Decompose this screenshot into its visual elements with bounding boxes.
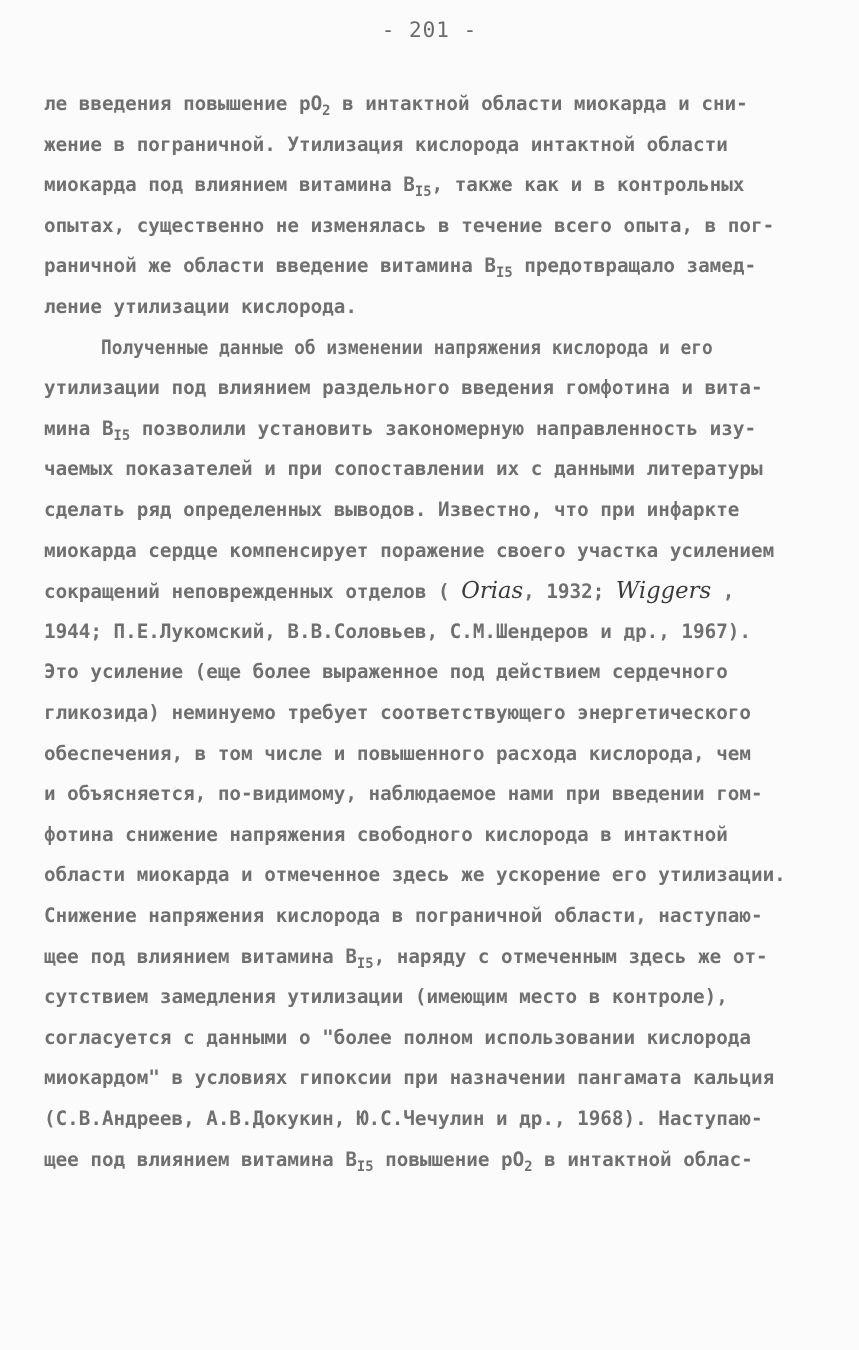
line-text: предотвращало замед- xyxy=(512,254,757,278)
line-text: Это усиление (еще более выраженное под действием сердечного xyxy=(44,660,728,684)
handwritten-author-name: Orias xyxy=(461,578,524,605)
blank-bottom-margin xyxy=(0,1200,859,1350)
text-line xyxy=(44,1021,814,1055)
text-line xyxy=(44,452,814,486)
line-text: гликозида) неминуемо требует соответствующего энергетического xyxy=(44,701,751,724)
line-text: жение в пограничной. Утилизация кислорода интактной области xyxy=(44,132,728,156)
line-text: , также как и в контрольных xyxy=(431,173,745,197)
line-text: мина B xyxy=(44,416,114,440)
text-line xyxy=(44,777,814,811)
line-text: миокарда сердце компенсирует поражение своего участка усилением xyxy=(44,538,775,562)
line-text: щее под влиянием витамина B xyxy=(44,944,357,968)
line-text: фотина снижение напряжения свободного кислорода в интактной xyxy=(44,822,728,846)
line-text: щее под влиянием витамина B xyxy=(44,1147,357,1171)
line-text: согласуется с данными о "более полном использовании кислорода xyxy=(44,1025,751,1049)
subscript: 2 xyxy=(322,103,331,119)
text-line xyxy=(44,818,814,852)
text-line xyxy=(44,87,814,121)
line-text: , xyxy=(711,580,735,604)
line-text: сутствием замедления утилизации (имеющим место в контроле), xyxy=(44,985,728,1009)
line-text: , наряду с отмеченным здесь же от- xyxy=(373,944,768,968)
text-line xyxy=(44,249,814,283)
line-text: миокарда под влиянием витамина B xyxy=(44,173,415,197)
text-line xyxy=(44,574,814,608)
text-line xyxy=(44,737,814,771)
line-text: и объясняется, по-видимому, наблюдаемое нами при введении гом- xyxy=(44,782,763,806)
line-text: опытах, существенно не изменялась в течение всего опыта, в пог- xyxy=(44,213,775,237)
text-line xyxy=(44,534,814,568)
line-text: повышение pO xyxy=(373,1147,525,1171)
line-text: (С.В.Андреев, А.В.Докукин, Ю.С.Чечулин и др., 1968). Наступаю- xyxy=(44,1107,763,1130)
line-text: области миокарда и отмеченное здесь же ускорение его утилизации. xyxy=(44,863,786,887)
text-line xyxy=(44,168,814,202)
text-line xyxy=(44,290,814,324)
subscript: 2 xyxy=(524,1158,533,1175)
line-text: сокращений неповрежденных отделов ( xyxy=(44,580,462,604)
line-text: Снижение напряжения кислорода в пограничной области, наступаю- xyxy=(44,904,763,927)
handwritten-author-name: Wiggers xyxy=(615,578,712,605)
text-line xyxy=(44,940,814,974)
line-text: чаемых показателей и при сопоставлении их с данными литературы xyxy=(44,457,763,481)
line-text: , 1932; xyxy=(523,580,616,604)
subscript: I5 xyxy=(414,184,432,201)
line-text: в интактной области миокарда и сни- xyxy=(330,92,748,115)
text-line xyxy=(44,899,814,933)
text-line xyxy=(44,412,814,446)
text-line xyxy=(44,493,814,527)
line-text: утилизации под влиянием раздельного введения гомфотина и вита- xyxy=(44,376,763,400)
text-line xyxy=(44,1102,814,1136)
text-line xyxy=(44,696,814,730)
subscript: I5 xyxy=(496,265,513,282)
line-text: раничной же области введение витамина B xyxy=(44,254,497,278)
subscript: I5 xyxy=(356,955,374,972)
text-line xyxy=(44,209,814,243)
line-text: в интактной облас- xyxy=(532,1147,753,1171)
text-line xyxy=(44,128,814,162)
text-line xyxy=(44,980,814,1014)
line-text: миокардом" в условиях гипоксии при назначении пангамата кальция xyxy=(44,1066,775,1090)
subscript: I5 xyxy=(113,427,131,444)
line-text: ление утилизации кислорода. xyxy=(44,295,357,318)
line-text: Полученные данные об изменении напряжения кислорода и его xyxy=(101,335,713,359)
page-number: - 201 - xyxy=(381,18,478,42)
text-line xyxy=(44,655,814,689)
text-line xyxy=(44,1143,814,1177)
line-text: позволили установить закономерную направленность изу- xyxy=(130,416,757,440)
text-line xyxy=(44,371,814,405)
line-text: обеспечения, в том числе и повышенного расхода кислорода, чем xyxy=(44,741,751,765)
line-text: сделать ряд определенных выводов. Известно, что при инфаркте xyxy=(44,498,740,521)
text-line xyxy=(44,858,814,892)
text-line xyxy=(44,615,814,649)
text-line xyxy=(101,331,814,365)
text-line xyxy=(44,1061,814,1095)
line-text: 1944; П.Е.Лукомский, В.В.Соловьев, С.М.Шендеров и др., 1967). xyxy=(44,619,751,643)
line-text: ле введения повышение pO xyxy=(44,92,323,115)
subscript: I5 xyxy=(356,1158,374,1175)
